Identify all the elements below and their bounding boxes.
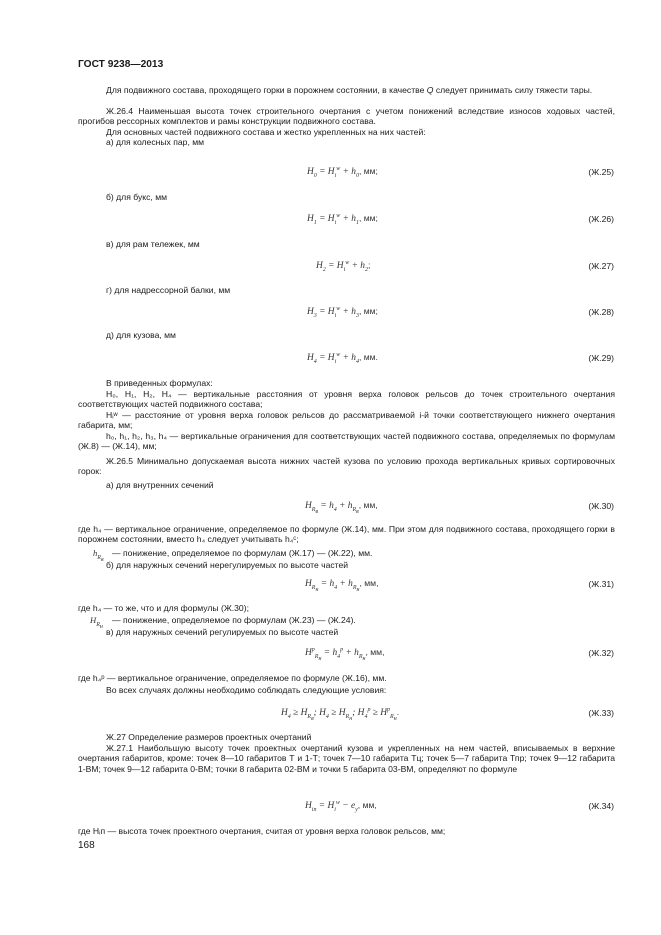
equation-zh28: $H_3 = H_i^w + h_3$, мм; — [307, 305, 378, 319]
item-bogie-frames: в) для рам тележек, мм — [106, 239, 200, 249]
equation-number: (Ж.25) — [588, 167, 614, 177]
item-bolster: г) для надрессорной балки, мм — [106, 285, 231, 295]
document-header: ГОСТ 9238—2013 — [78, 59, 164, 70]
definition-hw: Hᵢʷ — расстояние от уровня верха головок рельсов до рассматриваемой i-й точки соответствующего нижнего очертания габарита, мм; — [78, 410, 615, 431]
heading-in-formulas: В приведенных формулах: — [106, 378, 213, 388]
equation-zh31: $H_{R_н} = h_4 + h_{R_н}$, мм, — [305, 578, 379, 594]
where-Hin-height: где Hᵢп — высота точек проектного очертания, считая от уровня верха головок рельсов, мм; — [78, 826, 446, 836]
equation-zh25: $H_0 = H_i^w + h_0$, мм; — [307, 165, 378, 179]
equation-number: (Ж.33) — [588, 708, 614, 718]
definition-h-values: H₀, H₁, H₂, H₄ — вертикальные расстояния от уровня верха головок рельсов до точек строительного очертания соответствующих частей подвижного состава; — [78, 389, 615, 410]
where-HRn-drop: — понижение, определяемое по формулам (Ж.23) — (Ж.24). — [112, 615, 356, 625]
paragraph-tare: Для подвижного состава, проходящего горки в порожнем состоянии, в качестве Q следует принимать силу тяжести тары. — [106, 85, 593, 95]
paragraph-27-1: Ж.27.1 Наибольшую высоту точек проектных очертаний кузова и укрепленных на нем частей, вписываемых в верхние очертания габаритов, кроме: точек 8—10 габаритов Т и 1-Т; точек 7—10 габарита Тц; точек 5—7 габарита Тпр; точек 9—12 габарита 1-ВМ; точек 9—12 габарита 0-ВМ; точки 8 габарита 02-ВМ и точки 5 габарита 03-ВМ, определяют по формуле — [78, 743, 615, 774]
symbol-hRv: $h_{R_в}$ — [93, 548, 104, 563]
equation-number: (Ж.34) — [588, 801, 614, 811]
paragraph-26-4: Ж.26.4 Наименьшая высота точек строительного очертания с учетом понижений вследствие износов ходовых частей, прогибов рессорных комплектов и рамы конструкции подвижного состава. — [78, 106, 615, 127]
item-axleboxes: б) для букс, мм — [106, 192, 168, 202]
equation-number: (Ж.29) — [588, 353, 614, 363]
equation-number: (Ж.27) — [588, 261, 614, 271]
equation-number: (Ж.28) — [588, 307, 614, 317]
equation-number: (Ж.30) — [588, 501, 614, 511]
where-h4-same: где h₄ — то же, что и для формулы (Ж.30); — [78, 603, 249, 613]
equation-zh29: $H_4 = H_i^w + h_4$, мм. — [307, 351, 378, 365]
equation-zh30: $H_{R_в} = h_4 + h_{R_в}$, мм, — [305, 500, 378, 516]
symbol-HRn: $H_{R_н}$ — [90, 615, 103, 630]
equation-zh27: $H_2 = H_i^w + h_2$; — [316, 259, 371, 273]
equation-number: (Ж.31) — [588, 579, 614, 589]
paragraph-main-parts: Для основных частей подвижного состава и жестко укрепленных на них частей: — [106, 127, 426, 137]
equation-zh34: $H_{iп} = H_i^w - e_у$, мм, — [305, 799, 377, 813]
definition-h-limits: h₀, h₁, h₂, h₃, h₄ — вертикальные ограничения для соответствующих частей подвижного состава, определяемых по формулам (Ж.8) — (Ж.14), мм; — [78, 431, 615, 452]
where-h4p-limit: где h₄ᵖ — вертикальное ограничение, определяемое по формуле (Ж.16), мм. — [78, 673, 387, 683]
paragraph-all-cases: Во всех случаях должны необходимо соблюдать следующие условия: — [106, 685, 387, 695]
equation-zh33: $H_4 \ge H_{R_в}$; $H_4 \ge H_{R_н}$; $H_4^р \ge H^р_{R_н}$. — [281, 706, 400, 723]
where-h4-limit: где h₄ — вертикальное ограничение, определяемое по формуле (Ж.14), мм. При этом для подвижного состава, проходящего горки в порожнем состоянии, вместо h₄ следует учитывать h₄ᶜ; — [78, 524, 615, 545]
item-wheelsets: а) для колесных пар, мм — [106, 137, 205, 147]
equation-number: (Ж.32) — [588, 648, 614, 658]
equation-zh32: $H^р_{R_н} = h_4^р + h_{R_н}$, мм, — [305, 646, 385, 663]
item-outer-nonadjustable: б) для наружных сечений нерегулируемых по высоте частей — [106, 560, 349, 570]
item-inner-sections: а) для внутренних сечений — [106, 480, 214, 490]
section-27: Ж.27 Определение размеров проектных очертаний — [106, 732, 312, 742]
equation-zh26: $H_1 = H_i^w + h_1$, мм; — [307, 212, 378, 226]
page-number: 168 — [78, 840, 95, 851]
where-hRv-drop: — понижение, определяемое по формулам (Ж.17) — (Ж.22), мм. — [112, 548, 373, 558]
paragraph-26-5: Ж.26.5 Минимально допускаемая высота нижних частей кузова по условию прохода вертикальных кривых сортировочных горок: — [78, 456, 615, 477]
equation-number: (Ж.26) — [588, 214, 614, 224]
item-outer-adjustable: в) для наружных сечений регулируемых по высоте частей — [106, 627, 339, 637]
item-body: д) для кузова, мм — [106, 330, 176, 340]
